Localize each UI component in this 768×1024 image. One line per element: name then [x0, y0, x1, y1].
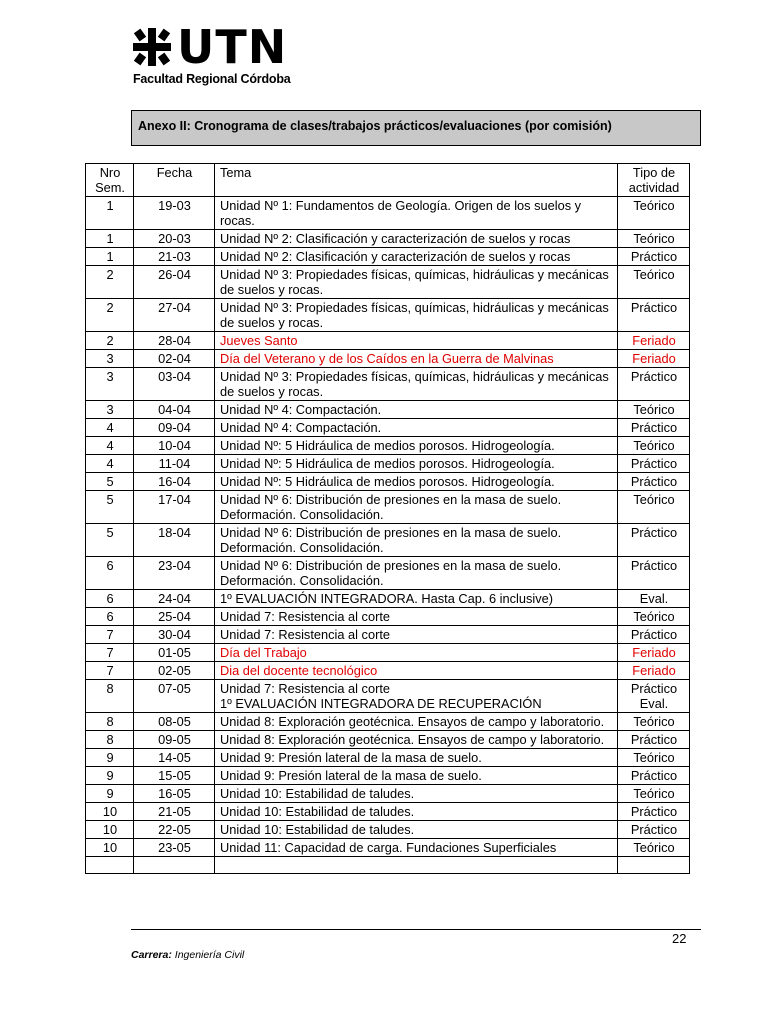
cell-fecha	[134, 473, 215, 491]
cell-fecha-text: 02-04	[158, 351, 191, 366]
cell-fecha	[134, 626, 215, 644]
cell-tema	[215, 662, 618, 680]
cell-fecha-text: 23-04	[158, 558, 191, 573]
cell-tema	[215, 767, 618, 785]
table-row	[86, 248, 690, 266]
empty-cell	[134, 857, 215, 874]
cell-tema	[215, 839, 618, 857]
cell-nro	[86, 767, 134, 785]
cell-nro-text: 6	[106, 609, 114, 624]
cell-tema-text: Unidad Nº: 5 Hidráulica de medios porosos. Hidrogeología.	[220, 474, 555, 489]
page-number: 22	[672, 931, 687, 946]
cell-fecha-text: 30-04	[158, 627, 191, 642]
cell-fecha	[134, 455, 215, 473]
cell-nro	[86, 437, 134, 455]
cell-tipo	[618, 662, 690, 680]
career-value: Ingeniería Civil	[174, 949, 245, 961]
cell-tipo-text: Práctico	[630, 558, 678, 573]
cell-fecha-text: 23-05	[158, 840, 191, 855]
cell-tipo	[618, 401, 690, 419]
cell-nro	[86, 299, 134, 332]
cell-nro-text: 9	[106, 786, 114, 801]
cell-nro-text: 10	[102, 804, 118, 819]
cell-nro	[86, 803, 134, 821]
table-row	[86, 785, 690, 803]
cell-tipo-text: Teórico	[633, 714, 675, 729]
cell-fecha	[134, 332, 215, 350]
cell-nro-text: 5	[106, 525, 114, 540]
cell-nro	[86, 368, 134, 401]
cell-nro-text: 4	[106, 438, 114, 453]
cell-tipo-text: Teórico	[633, 609, 675, 624]
cell-fecha-text: 20-03	[158, 231, 191, 246]
table-row	[86, 803, 690, 821]
cell-fecha	[134, 662, 215, 680]
table-row	[86, 299, 690, 332]
cell-nro-text: 8	[106, 714, 114, 729]
cell-tema-text: Jueves Santo	[220, 333, 298, 348]
cell-tipo	[618, 491, 690, 524]
cell-nro-text: 7	[106, 645, 114, 660]
header-tipo: Tipo de actividad	[618, 164, 690, 197]
cell-tema-text: Unidad 9: Presión lateral de la masa de suelo.	[220, 750, 482, 765]
cell-fecha-text: 16-04	[158, 474, 191, 489]
career-label: Carrera:	[131, 949, 172, 961]
cell-fecha-text: 07-05	[158, 681, 191, 696]
cell-nro	[86, 230, 134, 248]
table-row	[86, 626, 690, 644]
table-row	[86, 680, 690, 713]
cell-tema	[215, 821, 618, 839]
cell-nro	[86, 608, 134, 626]
cell-tipo-text: Práctico	[630, 732, 678, 747]
cell-fecha-text: 22-05	[158, 822, 191, 837]
cell-tema-text: Unidad Nº: 5 Hidráulica de medios porosos. Hidrogeología.	[220, 456, 555, 471]
table-row	[86, 731, 690, 749]
cell-tipo-text: Teórico	[633, 840, 675, 855]
table-row	[86, 524, 690, 557]
annex-title-box	[131, 110, 701, 146]
cell-tipo	[618, 230, 690, 248]
cell-tipo	[618, 248, 690, 266]
cell-tipo	[618, 731, 690, 749]
cell-tipo-text: Feriado	[632, 645, 676, 660]
cell-tipo-text: Feriado	[632, 351, 676, 366]
cell-tipo	[618, 803, 690, 821]
career-footer	[131, 949, 244, 961]
cell-tipo	[618, 437, 690, 455]
cell-nro	[86, 644, 134, 662]
cell-tema	[215, 299, 618, 332]
table-row	[86, 749, 690, 767]
cell-nro-text: 2	[106, 333, 114, 348]
cell-fecha	[134, 821, 215, 839]
footer-divider	[131, 929, 701, 930]
cell-nro	[86, 626, 134, 644]
cell-tipo-text: Teórico	[633, 438, 675, 453]
cell-tema	[215, 785, 618, 803]
cell-fecha	[134, 437, 215, 455]
cell-fecha-text: 21-03	[158, 249, 191, 264]
cell-nro	[86, 557, 134, 590]
cell-nro-text: 2	[106, 300, 114, 315]
cell-fecha	[134, 644, 215, 662]
cell-fecha-text: 28-04	[158, 333, 191, 348]
cell-fecha-text: 19-03	[158, 198, 191, 213]
cell-fecha	[134, 785, 215, 803]
cell-fecha-text: 16-05	[158, 786, 191, 801]
cell-nro	[86, 749, 134, 767]
cell-tipo	[618, 767, 690, 785]
cell-tipo	[618, 821, 690, 839]
cell-nro	[86, 419, 134, 437]
cell-tipo-text: Práctico	[630, 474, 678, 489]
cell-tema-text: Unidad Nº 6: Distribución de presiones en la masa de suelo. Deformación. Consolidación.	[220, 525, 562, 555]
cell-tema	[215, 197, 618, 230]
cell-nro-text: 6	[106, 558, 114, 573]
cell-fecha	[134, 590, 215, 608]
cell-tipo-text: Práctico	[630, 369, 678, 384]
cell-tipo	[618, 419, 690, 437]
cell-fecha	[134, 680, 215, 713]
cell-fecha	[134, 731, 215, 749]
cell-fecha	[134, 524, 215, 557]
empty-cell	[618, 857, 690, 874]
cell-tema-text: Unidad Nº 2: Clasificación y caracterización de suelos y rocas	[220, 231, 571, 246]
cell-tema-text: 1º EVALUACIÓN INTEGRADORA. Hasta Cap. 6 inclusive)	[220, 591, 553, 606]
cell-tipo-text: Teórico	[633, 267, 675, 282]
table-row	[86, 419, 690, 437]
cell-nro-text: 1	[106, 231, 114, 246]
cell-tema-text: Unidad 10: Estabilidad de taludes.	[220, 822, 415, 837]
cell-nro	[86, 839, 134, 857]
cell-nro	[86, 401, 134, 419]
cell-fecha-text: 17-04	[158, 492, 191, 507]
cell-fecha	[134, 557, 215, 590]
cell-tema-text: Unidad 9: Presión lateral de la masa de suelo.	[220, 768, 482, 783]
cell-nro-text: 7	[106, 627, 114, 642]
cell-fecha-text: 11-04	[158, 456, 191, 471]
cell-tema	[215, 491, 618, 524]
cell-tipo	[618, 608, 690, 626]
cell-tema-text: Unidad Nº 6: Distribución de presiones en la masa de suelo. Deformación. Consolidación.	[220, 558, 562, 588]
cell-tipo	[618, 644, 690, 662]
cell-tipo	[618, 557, 690, 590]
cell-nro-text: 8	[106, 681, 114, 696]
table-header-row	[86, 164, 690, 197]
cell-tipo-text: Teórico	[633, 750, 675, 765]
cell-fecha-text: 10-04	[158, 438, 191, 453]
table-row	[86, 350, 690, 368]
cell-tema-text: Dia del docente tecnológico	[220, 663, 378, 678]
cell-fecha	[134, 713, 215, 731]
cell-nro	[86, 680, 134, 713]
cell-fecha	[134, 266, 215, 299]
header-tema: Tema	[215, 164, 618, 197]
cell-fecha	[134, 767, 215, 785]
cell-fecha	[134, 839, 215, 857]
cell-fecha-text: 03-04	[158, 369, 191, 384]
cell-nro-text: 3	[106, 402, 114, 417]
cell-tema	[215, 731, 618, 749]
cell-fecha-text: 24-04	[158, 591, 191, 606]
cell-nro-text: 9	[106, 768, 114, 783]
table-row	[86, 473, 690, 491]
cell-tipo	[618, 713, 690, 731]
cell-nro-text: 10	[102, 840, 118, 855]
cell-nro	[86, 266, 134, 299]
cell-tipo-text: Práctico	[630, 681, 678, 696]
cell-nro	[86, 590, 134, 608]
cell-tipo-text: Práctico	[630, 804, 678, 819]
cell-fecha-text: 01-05	[158, 645, 191, 660]
cell-tipo	[618, 299, 690, 332]
table-row	[86, 455, 690, 473]
cell-tema-text: Unidad Nº 3: Propiedades físicas, químicas, hidráulicas y mecánicas de suelos y rocas.	[220, 369, 609, 399]
cell-tipo	[618, 332, 690, 350]
cell-tema	[215, 437, 618, 455]
cell-tema-text: Unidad 7: Resistencia al corte	[220, 609, 391, 624]
cell-tema-text: Unidad Nº 3: Propiedades físicas, químicas, hidráulicas y mecánicas de suelos y rocas.	[220, 300, 609, 330]
cell-tema-text: Unidad Nº 1: Fundamentos de Geología. Origen de los suelos y rocas.	[220, 198, 582, 228]
cell-tema	[215, 626, 618, 644]
cell-nro-text: 6	[106, 591, 114, 606]
cell-tipo	[618, 266, 690, 299]
cell-tipo-text: Teórico	[633, 786, 675, 801]
cell-tipo	[618, 197, 690, 230]
cell-tema-text: Día del Trabajo	[220, 645, 307, 660]
utn-logo	[133, 20, 303, 88]
cell-fecha	[134, 803, 215, 821]
table-row	[86, 368, 690, 401]
cell-nro-text: 4	[106, 456, 114, 471]
cell-nro	[86, 332, 134, 350]
cell-nro	[86, 713, 134, 731]
cell-nro	[86, 197, 134, 230]
cell-tema-text: Unidad 7: Resistencia al corte	[220, 681, 391, 696]
table-row	[86, 767, 690, 785]
cell-nro-text: 3	[106, 351, 114, 366]
cell-nro	[86, 248, 134, 266]
cell-tipo	[618, 839, 690, 857]
cell-tipo-text: Práctico	[630, 300, 678, 315]
cell-nro-text: 4	[106, 420, 114, 435]
cell-tema-text: Unidad 10: Estabilidad de taludes.	[220, 804, 415, 819]
cell-tipo-text: Eval.	[639, 591, 669, 606]
cell-tipo-text-2: Eval.	[639, 696, 669, 711]
cell-tema	[215, 368, 618, 401]
cell-nro-text: 3	[106, 369, 114, 384]
table-row	[86, 557, 690, 590]
schedule-table	[85, 163, 690, 874]
cell-tema	[215, 419, 618, 437]
cell-nro	[86, 662, 134, 680]
cell-nro-text: 9	[106, 750, 114, 765]
cell-fecha	[134, 197, 215, 230]
cell-fecha	[134, 419, 215, 437]
cell-tipo	[618, 368, 690, 401]
cell-tipo	[618, 524, 690, 557]
cell-tema	[215, 524, 618, 557]
cell-fecha	[134, 608, 215, 626]
cell-fecha	[134, 749, 215, 767]
cell-nro-text: 5	[106, 474, 114, 489]
cell-fecha-text: 18-04	[158, 525, 191, 540]
cell-fecha-text: 04-04	[158, 402, 191, 417]
cell-tipo-text: Práctico	[630, 525, 678, 540]
cell-fecha	[134, 248, 215, 266]
cell-tema-text: Unidad 7: Resistencia al corte	[220, 627, 391, 642]
logo-text: UTN	[177, 20, 288, 74]
cell-tema	[215, 473, 618, 491]
cell-tema-text: Unidad Nº 4: Compactación.	[220, 402, 382, 417]
cell-tema-text: Unidad Nº 4: Compactación.	[220, 420, 382, 435]
cell-tema-text-2: 1º EVALUACIÓN INTEGRADORA DE RECUPERACIÓN	[220, 696, 542, 711]
cell-fecha	[134, 368, 215, 401]
cell-tipo-text: Teórico	[633, 198, 675, 213]
cell-tipo	[618, 473, 690, 491]
cell-tipo-text: Feriado	[632, 663, 676, 678]
cell-tipo-text: Teórico	[633, 231, 675, 246]
cell-tema	[215, 350, 618, 368]
table-row	[86, 332, 690, 350]
cell-tema	[215, 401, 618, 419]
cell-fecha	[134, 401, 215, 419]
cell-fecha-text: 09-05	[158, 732, 191, 747]
cell-nro	[86, 524, 134, 557]
cell-fecha-text: 09-04	[158, 420, 191, 435]
cell-nro	[86, 455, 134, 473]
cell-tema	[215, 332, 618, 350]
cell-nro-text: 1	[106, 249, 114, 264]
logo-subtitle: Facultad Regional Córdoba	[133, 72, 291, 86]
cell-tema-text: Unidad Nº: 5 Hidráulica de medios porosos. Hidrogeología.	[220, 438, 555, 453]
cell-tipo-text: Práctico	[630, 627, 678, 642]
table-row	[86, 590, 690, 608]
table-row	[86, 644, 690, 662]
cell-tema	[215, 557, 618, 590]
cell-fecha-text: 15-05	[158, 768, 191, 783]
table-row	[86, 662, 690, 680]
cell-nro	[86, 473, 134, 491]
cell-nro-text: 5	[106, 492, 114, 507]
cell-nro-text: 8	[106, 732, 114, 747]
cell-tema	[215, 803, 618, 821]
cell-tema	[215, 644, 618, 662]
table-row	[86, 437, 690, 455]
cell-tema	[215, 680, 618, 713]
cell-tipo	[618, 749, 690, 767]
table-row	[86, 491, 690, 524]
cell-tema-text: Unidad Nº 2: Clasificación y caracterización de suelos y rocas	[220, 249, 571, 264]
cell-tipo-text: Práctico	[630, 456, 678, 471]
cell-tipo-text: Práctico	[630, 822, 678, 837]
cell-fecha-text: 21-05	[158, 804, 191, 819]
cell-tipo	[618, 455, 690, 473]
cell-nro-text: 7	[106, 663, 114, 678]
cell-tema	[215, 749, 618, 767]
cell-fecha	[134, 491, 215, 524]
table-row	[86, 401, 690, 419]
cell-nro	[86, 491, 134, 524]
table-row	[86, 230, 690, 248]
table-row	[86, 713, 690, 731]
empty-row	[86, 857, 690, 874]
cell-tema	[215, 266, 618, 299]
cell-fecha-text: 25-04	[158, 609, 191, 624]
cell-tema	[215, 590, 618, 608]
cell-tipo	[618, 626, 690, 644]
cell-tipo-text: Práctico	[630, 768, 678, 783]
cell-fecha	[134, 350, 215, 368]
cell-tipo	[618, 350, 690, 368]
cell-tema	[215, 608, 618, 626]
cell-tipo-text: Práctico	[630, 249, 678, 264]
annex-title: Anexo II: Cronograma de clases/trabajos prácticos/evaluaciones (por comisión)	[138, 119, 612, 133]
cell-tipo	[618, 785, 690, 803]
cell-tipo	[618, 590, 690, 608]
header-fecha: Fecha	[134, 164, 215, 197]
cell-tema	[215, 248, 618, 266]
cell-fecha	[134, 299, 215, 332]
cell-tema-text: Unidad 10: Estabilidad de taludes.	[220, 786, 415, 801]
cell-tema-text: Unidad 8: Exploración geotécnica. Ensayos de campo y laboratorio.	[220, 714, 605, 729]
cell-tema	[215, 455, 618, 473]
cell-nro	[86, 785, 134, 803]
cell-nro-text: 1	[106, 198, 114, 213]
cell-tipo-text: Teórico	[633, 402, 675, 417]
cell-tema-text: Unidad Nº 3: Propiedades físicas, químicas, hidráulicas y mecánicas de suelos y rocas.	[220, 267, 609, 297]
table-row	[86, 839, 690, 857]
empty-cell	[86, 857, 134, 874]
cell-tipo-text: Feriado	[632, 333, 676, 348]
cell-tema-text: Unidad Nº 6: Distribución de presiones en la masa de suelo. Deformación. Consolidación.	[220, 492, 562, 522]
table-row	[86, 608, 690, 626]
cell-nro	[86, 731, 134, 749]
cell-tema-text: Unidad 11: Capacidad de carga. Fundaciones Superficiales	[220, 840, 557, 855]
cell-nro	[86, 821, 134, 839]
empty-cell	[215, 857, 618, 874]
cell-nro-text: 2	[106, 267, 114, 282]
cell-tipo-text: Teórico	[633, 492, 675, 507]
cell-fecha-text: 02-05	[158, 663, 191, 678]
cell-fecha-text: 26-04	[158, 267, 191, 282]
cell-fecha-text: 14-05	[158, 750, 191, 765]
cell-tema	[215, 713, 618, 731]
table-row	[86, 266, 690, 299]
header-nro: Nro Sem.	[86, 164, 134, 197]
cell-tema-text: Día del Veterano y de los Caídos en la Guerra de Malvinas	[220, 351, 554, 366]
cell-fecha	[134, 230, 215, 248]
cell-tipo	[618, 680, 690, 713]
table-row	[86, 197, 690, 230]
cell-fecha-text: 27-04	[158, 300, 191, 315]
cell-tema-text: Unidad 8: Exploración geotécnica. Ensayos de campo y laboratorio.	[220, 732, 605, 747]
cell-tema	[215, 230, 618, 248]
utn-emblem-icon	[133, 28, 171, 66]
cell-nro	[86, 350, 134, 368]
table-row	[86, 821, 690, 839]
cell-tipo-text: Práctico	[630, 420, 678, 435]
cell-nro-text: 10	[102, 822, 118, 837]
cell-fecha-text: 08-05	[158, 714, 191, 729]
